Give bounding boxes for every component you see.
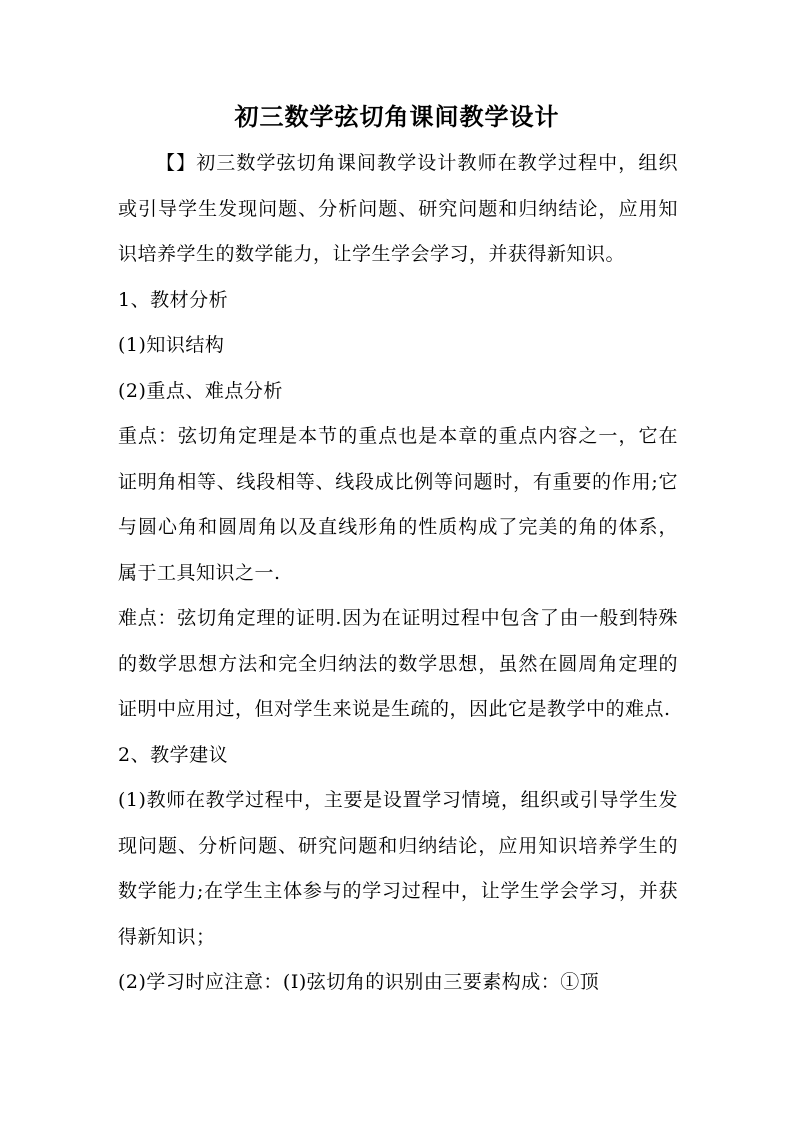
document-body	[118, 141, 678, 1006]
difficult-point-paragraph: 难点：弦切角定理的证明.因为在证明过程中包含了由一般到特殊的数学思想方法和完全归纳法的数学思想，虽然在圆周角定理的证明中应用过，但对学生来说是生疏的，因此它是教学中的难点.	[118, 607, 678, 720]
page-title: 初三数学弦切角课间教学设计	[234, 102, 560, 131]
section-heading-teaching-suggestions: 2、教学建议	[118, 743, 229, 766]
intro-paragraph: 【】初三数学弦切角课间教学设计教师在教学过程中，组织或引导学生发现问题、分析问题、研究问题和归纳结论，应用知识培养学生的数学能力，让学生学会学习，并获得新知识。	[118, 152, 678, 265]
subsection-key-difficult-points: (2)重点、难点分析	[118, 379, 283, 402]
subsection-knowledge-structure: (1)知识结构	[118, 334, 225, 356]
suggestion-1-paragraph: (1)教师在教学过程中，主要是设置学习情境，组织或引导学生发现问题、分析问题、研究问题和归纳结论，应用知识培养学生的数学能力;在学生主体参与的学习过程中，让学生学会学习，并获得新知识；	[118, 789, 678, 948]
section-heading-textbook-analysis: 1、教材分析	[118, 288, 229, 311]
suggestion-2-paragraph: (2)学习时应注意：(Ⅰ)弦切角的识别由三要素构成：①顶	[118, 971, 600, 993]
key-point-paragraph: 重点：弦切角定理是本节的重点也是本章的重点内容之一，它在证明角相等、线段相等、线段成比例等问题时，有重要的作用;它与圆心角和圆周角以及直线形角的性质构成了完美的角的体系，属于工具知识之一.	[118, 425, 678, 584]
